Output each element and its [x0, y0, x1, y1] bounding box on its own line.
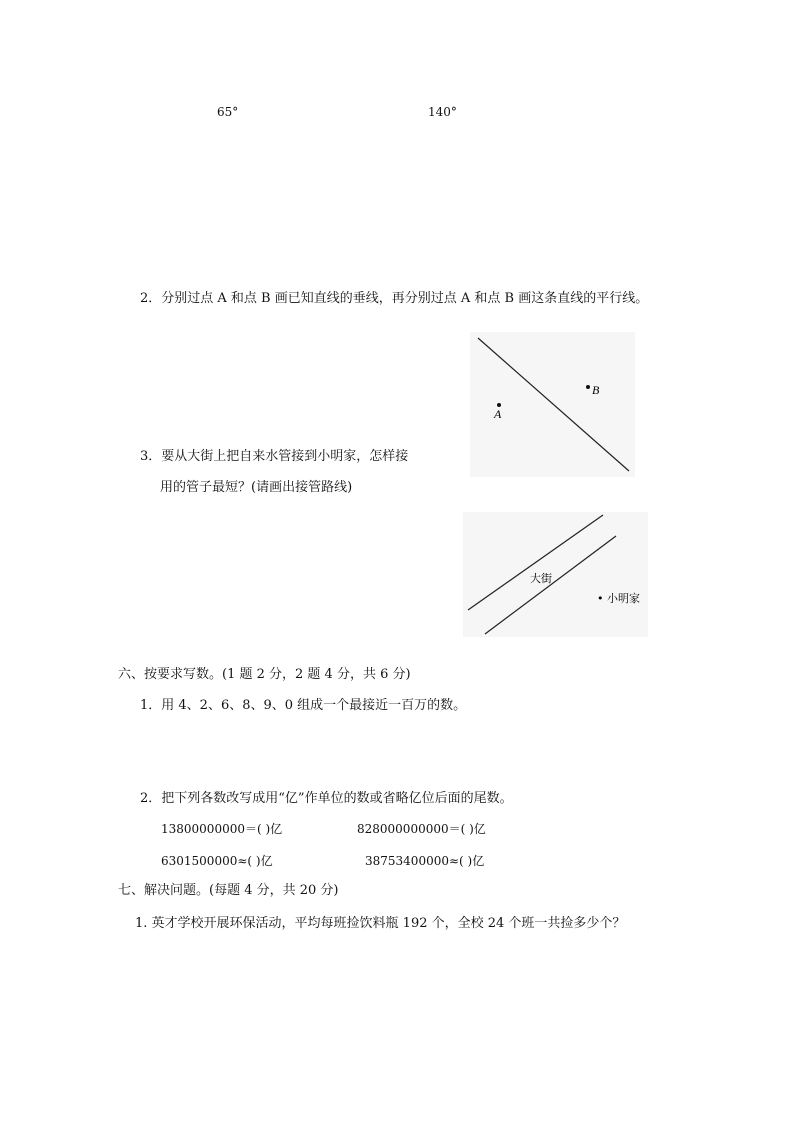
section-7-question-1: 1. 英才学校开展环保活动，平均每班捡饮料瓶 192 个，全校 24 个班一共捡多少个？ — [135, 916, 626, 931]
conversion-row-1-left: 13800000000＝( )亿 — [161, 822, 283, 836]
point-b-label: B — [592, 383, 600, 397]
figure-line-points — [470, 332, 635, 477]
figure-background — [463, 512, 648, 637]
section-7-heading: 七、解决问题。(每题 4 分，共 20 分) — [118, 883, 339, 898]
angle-label-140: 140° — [428, 105, 457, 119]
angle-label-65: 65° — [217, 105, 239, 119]
conversion-row-2-left: 6301500000≈( )亿 — [161, 854, 273, 868]
question-3-line2: 用的管子最短？(请画出接管路线) — [160, 480, 353, 495]
figure-street — [463, 512, 648, 637]
question-3-line1: 3．要从大街上把自来水管接到小明家，怎样接 — [140, 449, 409, 464]
conversion-row-1-right: 828000000000＝( )亿 — [357, 822, 486, 836]
home-label: • 小明家 — [597, 592, 640, 605]
street-label: 大街 — [530, 572, 552, 585]
section-6-heading: 六、按要求写数。(1 题 2 分，2 题 4 分，共 6 分) — [118, 667, 411, 682]
question-2-perpendicular: 2．分别过点 A 和点 B 画已知直线的垂线，再分别过点 A 和点 B 画这条直线的平行线。 — [140, 291, 649, 306]
point-a-label: A — [494, 407, 502, 421]
point-b-dot — [586, 385, 590, 389]
section-6-question-1: 1．用 4、2、6、8、9、0 组成一个最接近一百万的数。 — [140, 698, 467, 713]
conversion-row-2-right: 38753400000≈( )亿 — [365, 854, 485, 868]
section-6-question-2: 2．把下列各数改写成用“亿”作单位的数或省略亿位后面的尾数。 — [140, 791, 513, 806]
